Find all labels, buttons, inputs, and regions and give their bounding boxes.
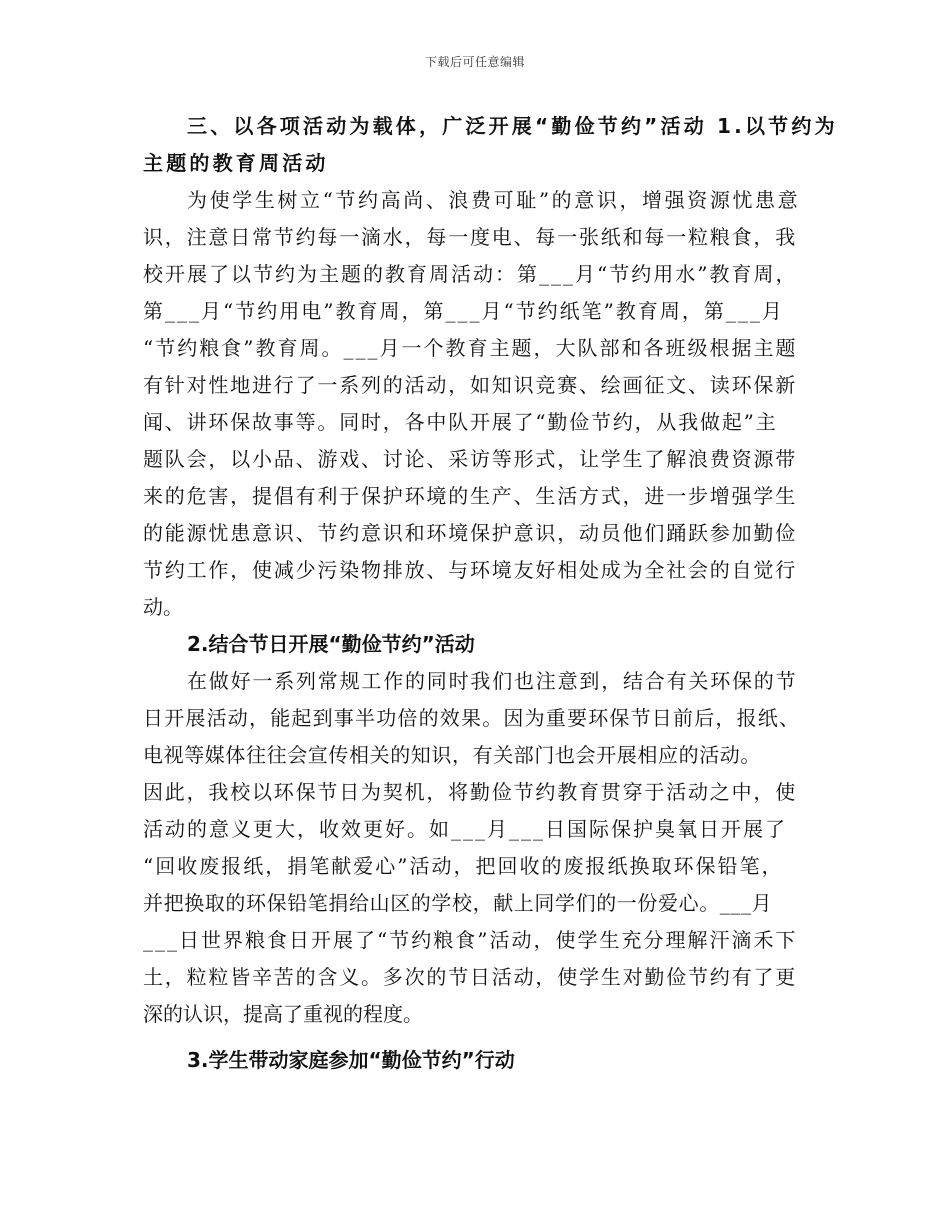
paragraph-line: 土，粒粒皆辛苦的含义。多次的节日活动，使学生对勤俭节约有了更 <box>143 965 797 989</box>
paragraph-line: “回收废报纸，捐笔献爱心”活动，把回收的废报纸换取环保铅笔， <box>143 854 784 878</box>
paragraph-line: 题队会，以小品、游戏、讨论、采访等形式，让学生了解浪费资源带 <box>143 447 797 471</box>
paragraph-line: 节约工作，使减少污染物排放、与环境友好相处成为全社会的自觉行 <box>143 558 797 582</box>
paragraph-line: 活动的意义更大，收效更好。如___月___日国际保护臭氧日开展了 <box>143 817 787 841</box>
paragraph-education-week <box>143 182 807 626</box>
paragraph-line: 闻、讲环保故事等。同时，各中队开展了“勤俭节约，从我做起”主 <box>143 410 778 434</box>
paragraph-line: 日开展活动，能起到事半功倍的效果。因为重要环保节日前后，报纸、 <box>143 706 801 730</box>
paragraph-line: 来的危害，提倡有利于保护环境的生产、生活方式，进一步增强学生 <box>143 484 797 508</box>
paragraph-line: 有针对性地进行了一系列的活动，如知识竞赛、绘画征文、读环保新 <box>143 373 797 397</box>
paragraph-line: 深的认识，提高了重视的程度。 <box>143 1002 423 1026</box>
spacer <box>143 1033 807 1042</box>
paragraph-line: 在做好一系列常规工作的同时我们也注意到，结合有关环保的节 <box>187 669 798 693</box>
paragraph-line: 电视等媒体往往会宣传相关的知识，有关部门也会开展相应的活动。 <box>143 743 761 767</box>
page-header: 下载后可任意编辑 <box>424 55 525 69</box>
paragraph-line: ___日世界粮食日开展了“节约粮食”活动，使学生充分理解汗滴禾下 <box>143 928 798 952</box>
section-heading-line: 主题的教育周活动 <box>143 151 329 175</box>
paragraph-line: 因此，我校以环保节日为契机，将勤俭节约教育贯穿于活动之中，使 <box>143 780 797 804</box>
paragraph-line: 识，注意日常节约每一滴水，每一度电、每一张纸和每一粒粮食，我 <box>143 225 797 249</box>
section-heading-line: 三、以各项活动为载体，广泛开展“勤俭节约”活动 1.以节约为 <box>187 114 838 138</box>
paragraph-line: “节约粮食”教育周。___月一个教育主题，大队部和各班级根据主题 <box>143 336 798 360</box>
paragraph-line: 为使学生树立“节约高尚、浪费可耻”的意识，增强资源忧患意 <box>187 188 801 212</box>
paragraph-line: 第___月“节约用电”教育周，第___月“节约纸笔”教育周，第___月 <box>143 299 784 323</box>
paragraph-line: 校开展了以节约为主题的教育周活动：第___月“节约用水”教育周， <box>143 262 798 286</box>
subsection-heading: 3.学生带动家庭参加“勤俭节约”行动 <box>187 1048 515 1072</box>
paragraph-line: 的能源忧患意识、节约意识和环境保护意识，动员他们踊跃参加勤俭 <box>143 521 797 545</box>
paragraph-line: 并把换取的环保铅笔捐给山区的学校，献上同学们的一份爱心。___月 <box>143 891 773 915</box>
paragraph-line: 动。 <box>143 595 183 619</box>
subsection-heading: 2.结合节日开展“勤俭节约”活动 <box>187 632 475 656</box>
document-body <box>143 108 838 1079</box>
paragraph-holiday-activities <box>143 663 807 1033</box>
